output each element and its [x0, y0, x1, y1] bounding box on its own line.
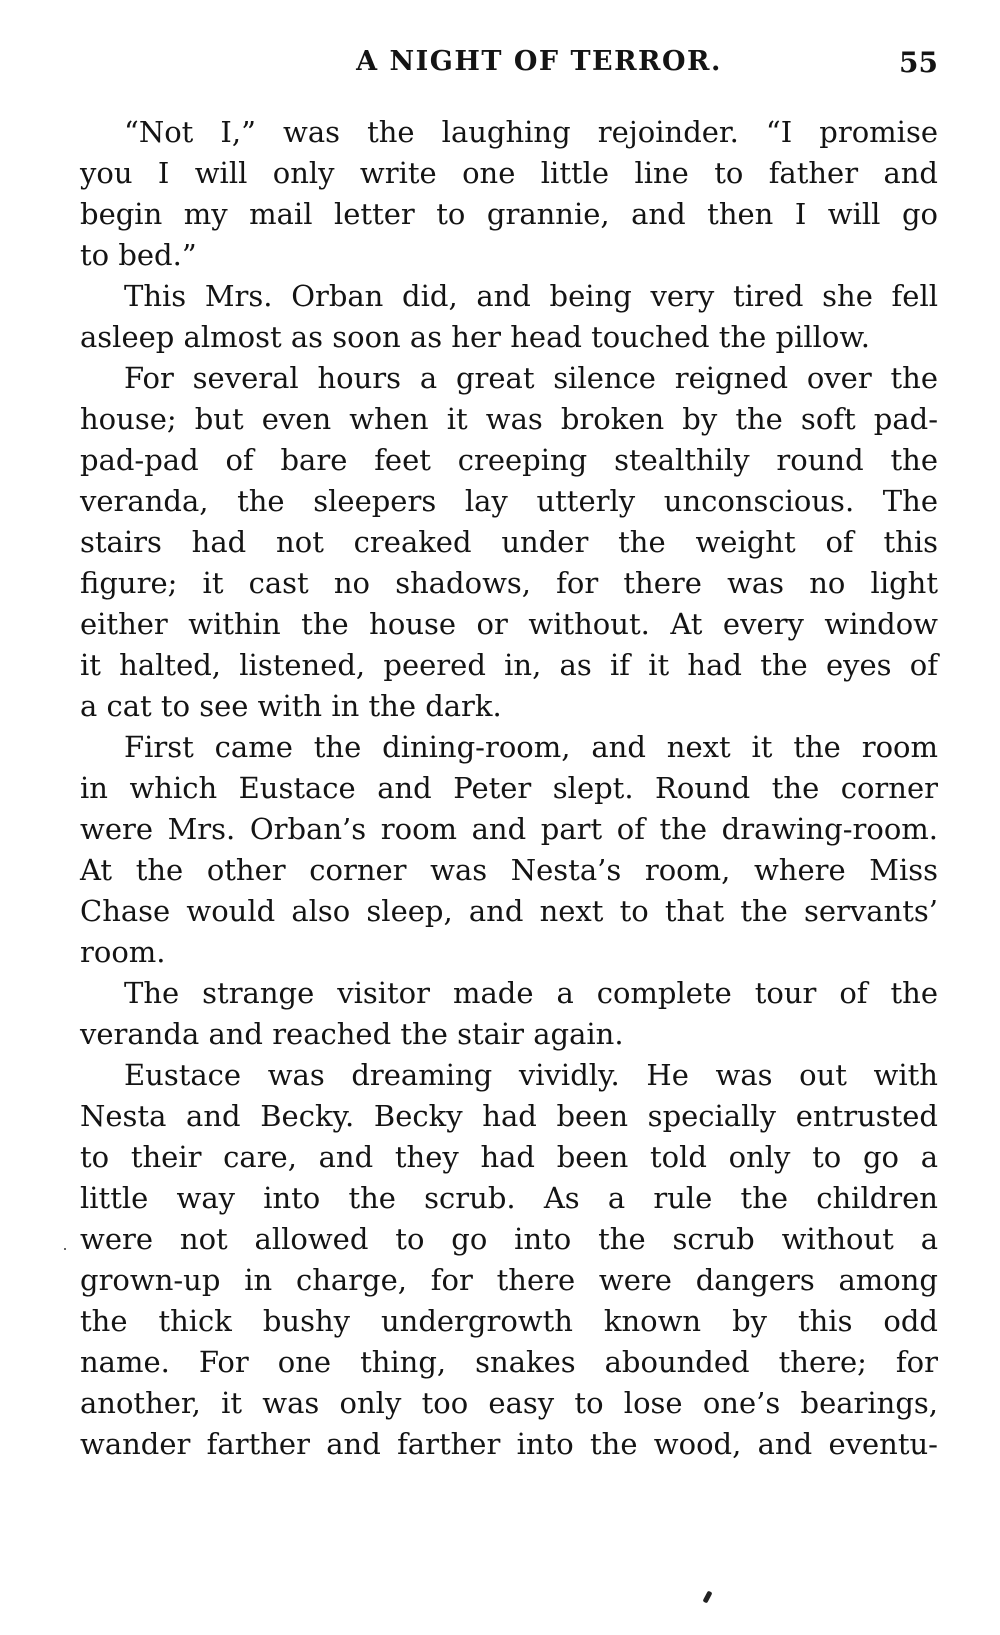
- paragraph: [80, 1055, 938, 1465]
- paragraph: [80, 276, 938, 358]
- text-line: figure; it cast no shadows, for there was no light: [80, 566, 938, 600]
- paragraph: [80, 112, 938, 276]
- text-line: First came the dining-room, and next it the room: [124, 730, 938, 764]
- text-line: a cat to see with in the dark.: [80, 689, 502, 723]
- chapter-title: A NIGHT OF TERROR.: [356, 46, 722, 77]
- page-number: 55: [899, 46, 938, 79]
- text-line: Nesta and Becky. Becky had been specially entrusted: [80, 1099, 938, 1133]
- text-line: house; but even when it was broken by the soft pad-: [80, 402, 938, 436]
- text-line: Eustace was dreaming vividly. He was out with: [124, 1058, 938, 1092]
- text-line: pad-pad of bare feet creeping stealthily round the: [80, 443, 938, 477]
- text-line: another, it was only too easy to lose one’s bearings,: [80, 1386, 938, 1420]
- text-line: either within the house or without. At every window: [80, 607, 938, 641]
- text-line: stairs had not creaked under the weight of this: [80, 525, 938, 559]
- text-line: This Mrs. Orban did, and being very tired she fell: [124, 279, 938, 313]
- paragraph: [80, 973, 938, 1055]
- running-head: [80, 46, 938, 86]
- text-line: At the other corner was Nesta’s room, where Miss: [80, 853, 938, 887]
- text-line: were not allowed to go into the scrub without a: [80, 1222, 938, 1256]
- text-line: name. For one thing, snakes abounded there; for: [80, 1345, 938, 1379]
- ink-speck: [64, 1248, 66, 1250]
- text-line: grown-up in charge, for there were dangers among: [80, 1263, 938, 1297]
- text-line: The strange visitor made a complete tour of the: [124, 976, 938, 1010]
- text-line: veranda, the sleepers lay utterly unconscious. The: [80, 484, 938, 518]
- text-line: little way into the scrub. As a rule the children: [80, 1181, 938, 1215]
- text-line: were Mrs. Orban’s room and part of the drawing-room.: [80, 812, 938, 846]
- text-line: to their care, and they had been told only to go a: [80, 1140, 938, 1174]
- ink-mark: [702, 1591, 712, 1604]
- text-line: veranda and reached the stair again.: [80, 1017, 624, 1051]
- text-line: For several hours a great silence reigned over the: [124, 361, 938, 395]
- body-text: [80, 112, 938, 1465]
- text-line: room.: [80, 935, 166, 969]
- paragraph: [80, 727, 938, 973]
- text-line: “Not I,” was the laughing rejoinder. “I promise: [124, 115, 938, 149]
- text-line: to bed.”: [80, 238, 197, 272]
- text-line: it halted, listened, peered in, as if it had the eyes of: [80, 648, 938, 682]
- paragraph: [80, 358, 938, 727]
- text-line: Chase would also sleep, and next to that the servants’: [80, 894, 938, 928]
- text-line: begin my mail letter to grannie, and then I will go: [80, 197, 938, 231]
- text-line: in which Eustace and Peter slept. Round the corner: [80, 771, 938, 805]
- text-line: the thick bushy undergrowth known by this odd: [80, 1304, 938, 1338]
- text-line: wander farther and farther into the wood, and eventu-: [80, 1427, 938, 1461]
- text-line: you I will only write one little line to father and: [80, 156, 938, 190]
- text-line: asleep almost as soon as her head touched the pillow.: [80, 320, 870, 354]
